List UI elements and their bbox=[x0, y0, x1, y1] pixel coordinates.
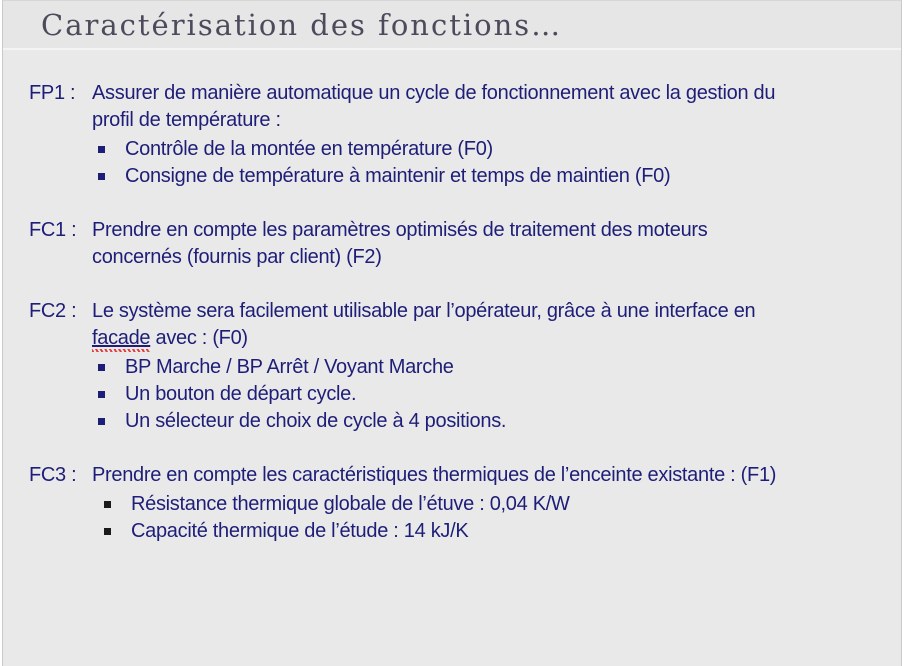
section-fc2-text-post: avec : (F0) bbox=[150, 327, 248, 349]
section-fp1-text: Assurer de manière automatique un cycle de fonctionnement avec la gestion du profil de température : bbox=[92, 82, 776, 131]
bullet-text: Capacité thermique de l’étude : 14 kJ/K bbox=[131, 520, 469, 542]
square-bullet-icon bbox=[98, 146, 105, 153]
section-fc3 bbox=[29, 462, 901, 545]
section-fc3-text: Prendre en compte les caractéristiques thermiques de l’enceinte existante : (F1) bbox=[92, 464, 777, 486]
title-band bbox=[3, 1, 901, 50]
square-bullet-icon bbox=[98, 364, 105, 371]
presentation-slide bbox=[2, 0, 902, 666]
section-fc1-text: Prendre en compte les paramètres optimisés de traitement des moteurs concernés (fournis par client) (F2) bbox=[92, 219, 708, 268]
bullet-text: Un bouton de départ cycle. bbox=[125, 383, 357, 405]
section-fc2 bbox=[29, 298, 901, 435]
slide-title: Caractérisation des fonctions… bbox=[41, 7, 563, 42]
section-fc2-label: FC2 : bbox=[29, 300, 77, 322]
section-fc2-head bbox=[29, 298, 901, 352]
slide-body bbox=[3, 50, 901, 545]
section-fc3-label: FC3 : bbox=[29, 464, 77, 486]
bullet-item bbox=[98, 381, 901, 408]
bullet-item bbox=[104, 491, 901, 518]
square-bullet-icon bbox=[98, 391, 105, 398]
bullet-item bbox=[98, 163, 901, 190]
section-fc2-bullets bbox=[29, 354, 901, 435]
bullet-text: Un sélecteur de choix de cycle à 4 positions. bbox=[125, 410, 507, 432]
section-fc2-text-pre: Le système sera facilement utilisable par l’opérateur, grâce à une interface en bbox=[92, 300, 756, 322]
section-fp1-bullets bbox=[29, 136, 901, 190]
section-fc3-head bbox=[29, 462, 901, 489]
bullet-item bbox=[104, 518, 901, 545]
bullet-text: Résistance thermique globale de l’étuve : 0,04 K/W bbox=[131, 493, 570, 515]
square-bullet-icon bbox=[104, 501, 111, 508]
bullet-text: Consigne de température à maintenir et temps de maintien (F0) bbox=[125, 165, 671, 187]
section-fc1-label: FC1 : bbox=[29, 219, 77, 241]
section-fp1-label: FP1 : bbox=[29, 82, 76, 104]
section-fp1-head bbox=[29, 80, 901, 134]
section-fc1-head bbox=[29, 217, 901, 271]
square-bullet-icon bbox=[98, 418, 105, 425]
section-fc3-bullets bbox=[29, 491, 901, 545]
section-fc1 bbox=[29, 217, 901, 271]
square-bullet-icon bbox=[104, 528, 111, 535]
section-fc2-text bbox=[92, 298, 892, 352]
bullet-item bbox=[98, 408, 901, 435]
misspelled-word-facade: facade bbox=[92, 327, 151, 349]
bullet-item bbox=[98, 354, 901, 381]
bullet-text: Contrôle de la montée en température (F0) bbox=[125, 138, 493, 160]
section-fp1 bbox=[29, 80, 901, 190]
bullet-item bbox=[98, 136, 901, 163]
bullet-text: BP Marche / BP Arrêt / Voyant Marche bbox=[125, 356, 454, 378]
square-bullet-icon bbox=[98, 173, 105, 180]
